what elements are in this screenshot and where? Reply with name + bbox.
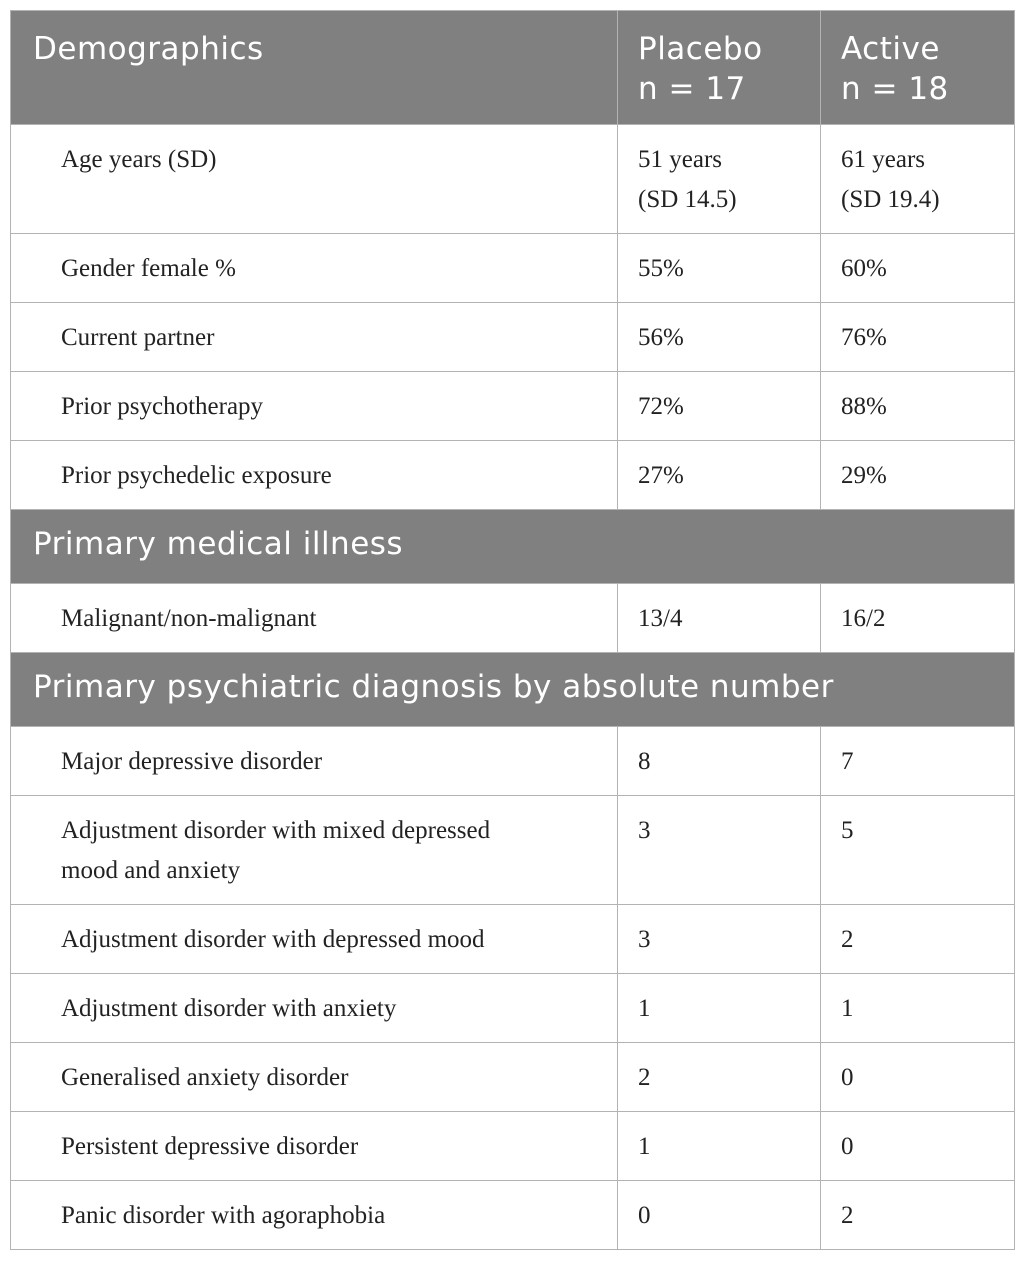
- active-value: [821, 125, 1015, 234]
- active-value: 1: [821, 974, 1015, 1043]
- active-value: 16/2: [821, 584, 1015, 653]
- table-row: [11, 796, 1015, 905]
- active-value: 29%: [821, 441, 1015, 510]
- section-header-psychiatric: [11, 653, 1015, 727]
- placebo-value: 55%: [618, 234, 821, 303]
- header-placebo: [618, 11, 821, 125]
- active-value: 5: [821, 796, 1015, 905]
- row-label: Gender female %: [11, 234, 618, 303]
- placebo-value: 13/4: [618, 584, 821, 653]
- header-placebo-label: Placebo: [638, 31, 763, 67]
- active-value-line: 61 years: [841, 146, 925, 173]
- active-value: 0: [821, 1112, 1015, 1181]
- active-value: 60%: [821, 234, 1015, 303]
- row-label-line: Adjustment disorder with mixed depressed: [61, 817, 491, 844]
- row-label: Major depressive disorder: [11, 727, 618, 796]
- table-row: [11, 372, 1015, 441]
- row-label: Prior psychedelic exposure: [11, 441, 618, 510]
- placebo-value-line: (SD 14.5): [638, 186, 737, 213]
- row-label: Prior psychotherapy: [11, 372, 618, 441]
- header-active: [821, 11, 1015, 125]
- placebo-value: 2: [618, 1043, 821, 1112]
- header-active-n: n = 18: [841, 71, 949, 107]
- placebo-value: 3: [618, 796, 821, 905]
- row-label: Age years (SD): [11, 125, 618, 234]
- table-header-row: [11, 11, 1015, 125]
- placebo-value: 1: [618, 1112, 821, 1181]
- table-row: [11, 905, 1015, 974]
- table-row: [11, 584, 1015, 653]
- section-title: Primary psychiatric diagnosis by absolute number: [11, 653, 1015, 727]
- placebo-value: 72%: [618, 372, 821, 441]
- placebo-value: 0: [618, 1181, 821, 1250]
- row-label: Panic disorder with agoraphobia: [11, 1181, 618, 1250]
- table-row: [11, 125, 1015, 234]
- row-label: Adjustment disorder with anxiety: [11, 974, 618, 1043]
- placebo-value-line: 51 years: [638, 146, 722, 173]
- row-label: [11, 796, 618, 905]
- row-label-line: mood and anxiety: [61, 857, 241, 884]
- placebo-value: 1: [618, 974, 821, 1043]
- row-label: Generalised anxiety disorder: [11, 1043, 618, 1112]
- active-value: 2: [821, 905, 1015, 974]
- placebo-value: 56%: [618, 303, 821, 372]
- header-demographics: Demographics: [11, 11, 618, 125]
- table-row: [11, 1112, 1015, 1181]
- row-label: Malignant/non-malignant: [11, 584, 618, 653]
- section-header-medical: [11, 510, 1015, 584]
- demographics-table: [10, 10, 1015, 1250]
- active-value: 76%: [821, 303, 1015, 372]
- header-placebo-n: n = 17: [638, 71, 746, 107]
- placebo-value: 27%: [618, 441, 821, 510]
- table-row: [11, 727, 1015, 796]
- placebo-value: [618, 125, 821, 234]
- active-value: 88%: [821, 372, 1015, 441]
- table-row: [11, 303, 1015, 372]
- active-value-line: (SD 19.4): [841, 186, 940, 213]
- placebo-value: 8: [618, 727, 821, 796]
- placebo-value: 3: [618, 905, 821, 974]
- header-active-label: Active: [841, 31, 940, 67]
- section-title: Primary medical illness: [11, 510, 1015, 584]
- active-value: 0: [821, 1043, 1015, 1112]
- table-row: [11, 1181, 1015, 1250]
- table-row: [11, 234, 1015, 303]
- row-label: Persistent depressive disorder: [11, 1112, 618, 1181]
- table-row: [11, 441, 1015, 510]
- active-value: 2: [821, 1181, 1015, 1250]
- row-label: Current partner: [11, 303, 618, 372]
- row-label: Adjustment disorder with depressed mood: [11, 905, 618, 974]
- active-value: 7: [821, 727, 1015, 796]
- table-row: [11, 974, 1015, 1043]
- table-row: [11, 1043, 1015, 1112]
